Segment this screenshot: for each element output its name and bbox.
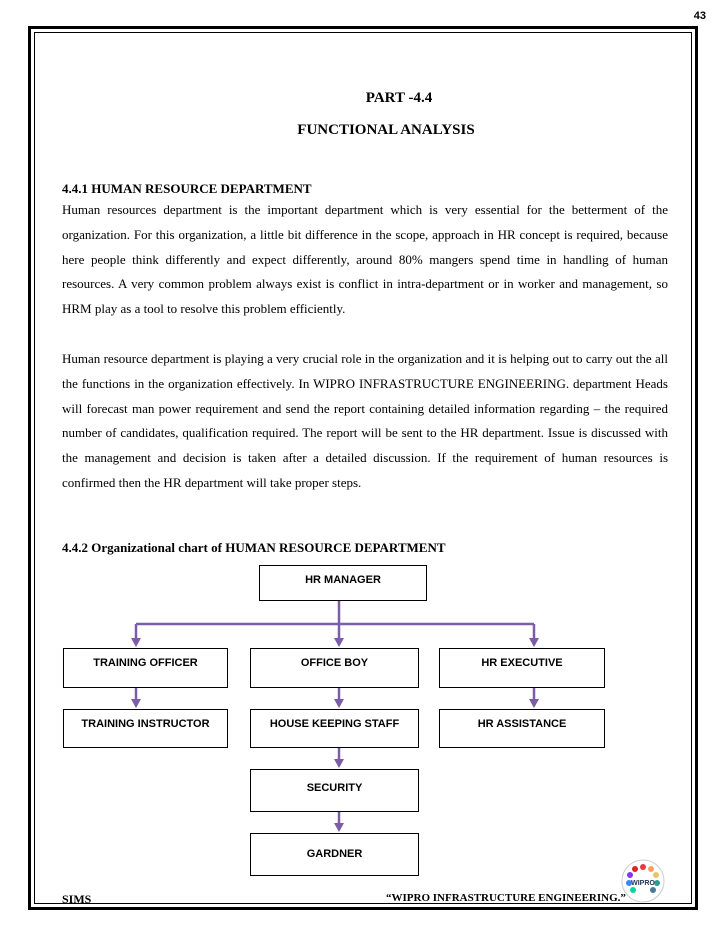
section-title: FUNCTIONAL ANALYSIS [297,122,475,138]
arrowhead-house-keeping [334,699,344,708]
footer-company: “WIPRO INFRASTRUCTURE ENGINEERING.” [386,892,626,904]
arrowhead-training-officer [131,638,141,647]
wipro-logo-icon [620,858,666,904]
org-box-security: SECURITY [250,769,419,812]
part-title: PART -4.4 [365,90,433,106]
arrowhead-security [334,759,344,768]
org-box-gardner: GARDNER [250,833,419,876]
arrowhead-training-instructor [131,699,141,708]
paragraph-hr-role: Human resource department is playing a very crucial role in the organization and it is helping out to carry out the all the functions in the organization effectively. In WIPRO INFRASTRUCTURE ENGINEERING. department Heads will forecast man power requirement and send the report containing detailed information regarding – the required number of candidates, qualification required. The report will be sent to the HR department. Issue is discussed with the management and decision is taken after a detailed discussion. If the requirement of human resources is confirmed then the HR department will take proper steps. [62,351,668,490]
page-number: 43 [693,10,706,22]
org-box-office-boy: OFFICE BOY [250,648,419,688]
org-box-hr-executive: HR EXECUTIVE [439,648,605,688]
arrowhead-office-boy [334,638,344,647]
org-box-hr-assistance: HR ASSISTANCE [439,709,605,748]
arrowhead-gardner [334,823,344,832]
arrowhead-hr-executive [529,638,539,647]
org-box-house-keeping-staff: HOUSE KEEPING STAFF [250,709,419,748]
logo-text: WIPRO [631,880,655,887]
org-box-training-instructor: TRAINING INSTRUCTOR [63,709,228,748]
footer-institution: SIMS [62,892,92,906]
org-box-training-officer: TRAINING OFFICER [63,648,228,688]
heading-org-chart: 4.4.2 Organizational chart of HUMAN RESOURCE DEPARTMENT [62,540,446,555]
paragraph-hr-intro: Human resources department is the important department which is very essential for the betterment of the organization. For this organization, a little bit difference in the scope, approach in HR concept is required, because here people think differently and expect differently, around 80% mangers spend time in handling of human resources. A very common problem always exist is conflict in intra-department or in worker and management, so HRM play as a tool to resolve this problem efficiently. [62,202,668,317]
org-box-hr-manager: HR MANAGER [259,565,427,601]
arrowhead-hr-assistance [529,699,539,708]
heading-hr-department: 4.4.1 HUMAN RESOURCE DEPARTMENT [62,181,312,196]
